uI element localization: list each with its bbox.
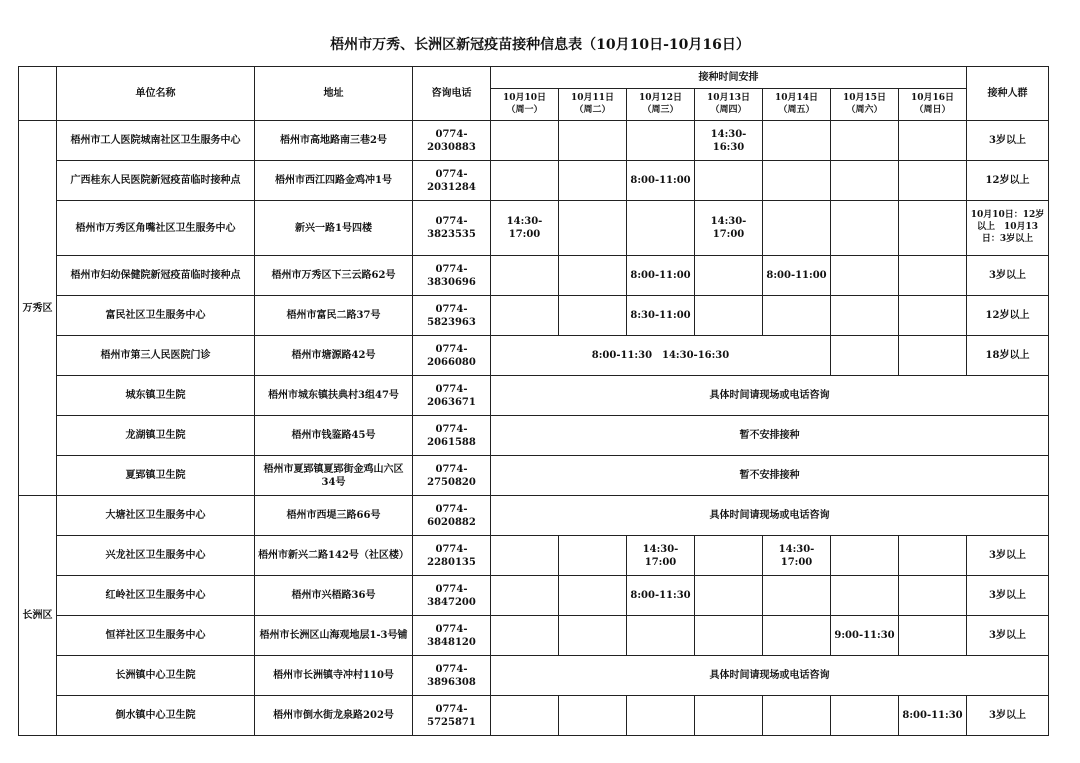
crowd-cell: 3岁以上: [967, 576, 1049, 616]
phone-cell: 0774-3823535: [413, 201, 491, 256]
day-header: 10月11日 （周二）: [559, 89, 627, 121]
time-cell: [831, 161, 899, 201]
time-cell: 14:30-16:30: [695, 121, 763, 161]
phone-cell: 0774-5823963: [413, 296, 491, 336]
phone-cell: 0774-5725871: [413, 696, 491, 736]
phone-cell: 0774-3847200: [413, 576, 491, 616]
time-cell: [899, 536, 967, 576]
time-cell: [491, 121, 559, 161]
phone-cell: 0774-2030883: [413, 121, 491, 161]
address-cell: 梧州市倒水街龙泉路202号: [255, 696, 413, 736]
crowd-header: 接种人群: [967, 67, 1049, 121]
table-row: [19, 161, 1049, 201]
unit-cell: 广西桂东人民医院新冠疫苗临时接种点: [57, 161, 255, 201]
unit-header: 单位名称: [57, 67, 255, 121]
day-header: 10月10日 （周一）: [491, 89, 559, 121]
time-cell: [559, 121, 627, 161]
time-cell: [899, 336, 967, 376]
time-cell: 14:30-17:00: [627, 536, 695, 576]
time-cell: [763, 296, 831, 336]
table-row: [19, 456, 1049, 496]
address-cell: 梧州市新兴二路142号（社区楼）: [255, 536, 413, 576]
table-row: [19, 416, 1049, 456]
time-cell: [695, 576, 763, 616]
crowd-cell: 3岁以上: [967, 696, 1049, 736]
time-cell: [831, 336, 899, 376]
note-cell: 暂不安排接种: [491, 416, 1049, 456]
phone-cell: 0774-2280135: [413, 536, 491, 576]
district-header: [19, 67, 57, 121]
time-cell: [695, 536, 763, 576]
time-cell: [491, 576, 559, 616]
phone-cell: 0774-2031284: [413, 161, 491, 201]
time-cell: 8:30-11:00: [627, 296, 695, 336]
district-cell: 万秀区: [19, 121, 57, 496]
address-header: 地址: [255, 67, 413, 121]
time-cell: [763, 696, 831, 736]
address-cell: 梧州市万秀区下三云路62号: [255, 256, 413, 296]
table-row: [19, 296, 1049, 336]
time-cell: [695, 296, 763, 336]
time-cell: 14:30-17:00: [763, 536, 831, 576]
unit-cell: 梧州市第三人民医院门诊: [57, 336, 255, 376]
unit-cell: 富民社区卫生服务中心: [57, 296, 255, 336]
time-cell: [695, 161, 763, 201]
phone-cell: 0774-3848120: [413, 616, 491, 656]
time-cell: [899, 161, 967, 201]
time-cell: [899, 576, 967, 616]
unit-cell: 倒水镇中心卫生院: [57, 696, 255, 736]
day-header: 10月13日 （周四）: [695, 89, 763, 121]
unit-cell: 兴龙社区卫生服务中心: [57, 536, 255, 576]
address-cell: 梧州市长洲镇寺冲村110号: [255, 656, 413, 696]
unit-cell: 夏郢镇卫生院: [57, 456, 255, 496]
address-cell: 梧州市塘源路42号: [255, 336, 413, 376]
time-cell: [559, 616, 627, 656]
phone-cell: 0774-2061588: [413, 416, 491, 456]
time-cell: [559, 576, 627, 616]
address-cell: 梧州市高地路南三巷2号: [255, 121, 413, 161]
time-cell: 8:00-11:00: [763, 256, 831, 296]
crowd-cell: 10月10日：12岁以上 10月13日：3岁以上: [967, 201, 1049, 256]
time-cell: [831, 296, 899, 336]
time-cell: [627, 616, 695, 656]
time-cell: 8:00-11:30: [899, 696, 967, 736]
time-cell: [559, 296, 627, 336]
time-cell: [559, 536, 627, 576]
unit-cell: 梧州市妇幼保健院新冠疫苗临时接种点: [57, 256, 255, 296]
time-cell: [831, 536, 899, 576]
time-cell: [899, 256, 967, 296]
day-header: 10月16日 （周日）: [899, 89, 967, 121]
note-cell: 具体时间请现场或电话咨询: [491, 376, 1049, 416]
unit-cell: 红岭社区卫生服务中心: [57, 576, 255, 616]
merged-time-cell: 8:00-11:30 14:30-16:30: [491, 336, 831, 376]
address-cell: 梧州市城东镇扶典村3组47号: [255, 376, 413, 416]
address-cell: 新兴一路1号四楼: [255, 201, 413, 256]
time-cell: [695, 696, 763, 736]
time-cell: [831, 121, 899, 161]
address-cell: 梧州市西堤三路66号: [255, 496, 413, 536]
time-cell: [491, 296, 559, 336]
unit-cell: 恒祥社区卫生服务中心: [57, 616, 255, 656]
note-cell: 具体时间请现场或电话咨询: [491, 496, 1049, 536]
time-cell: [763, 161, 831, 201]
time-cell: [559, 161, 627, 201]
crowd-cell: 18岁以上: [967, 336, 1049, 376]
time-cell: [899, 296, 967, 336]
table-row: [19, 696, 1049, 736]
time-cell: [491, 696, 559, 736]
note-cell: 暂不安排接种: [491, 456, 1049, 496]
page-title: 梧州市万秀、长洲区新冠疫苗接种信息表（10月10日-10月16日）: [330, 37, 750, 53]
phone-cell: 0774-6020882: [413, 496, 491, 536]
address-cell: 梧州市富民二路37号: [255, 296, 413, 336]
table-row: [19, 121, 1049, 161]
address-cell: 梧州市西江四路金鸡冲1号: [255, 161, 413, 201]
time-cell: [627, 121, 695, 161]
time-cell: [695, 616, 763, 656]
time-cell: 9:00-11:30: [831, 616, 899, 656]
table-row: [19, 616, 1049, 656]
time-cell: [763, 201, 831, 256]
district-cell: 长洲区: [19, 496, 57, 736]
address-cell: 梧州市夏郢镇夏郢街金鸡山六区34号: [255, 456, 413, 496]
time-cell: 8:00-11:00: [627, 256, 695, 296]
table-row: [19, 336, 1049, 376]
phone-cell: 0774-2750820: [413, 456, 491, 496]
time-cell: [899, 121, 967, 161]
unit-cell: 大塘社区卫生服务中心: [57, 496, 255, 536]
table-row: [19, 496, 1049, 536]
header-row-1: [19, 67, 1049, 89]
time-cell: [899, 201, 967, 256]
time-cell: [491, 536, 559, 576]
address-cell: 梧州市钱鉴路45号: [255, 416, 413, 456]
table-row: [19, 656, 1049, 696]
table-row: [19, 536, 1049, 576]
time-cell: [831, 256, 899, 296]
time-cell: [559, 256, 627, 296]
time-cell: [627, 201, 695, 256]
time-cell: [831, 201, 899, 256]
phone-cell: 0774-3896308: [413, 656, 491, 696]
address-cell: 梧州市长洲区山海观地层1-3号铺: [255, 616, 413, 656]
day-header: 10月15日 （周六）: [831, 89, 899, 121]
time-cell: [763, 616, 831, 656]
time-cell: [559, 696, 627, 736]
unit-cell: 梧州市万秀区角嘴社区卫生服务中心: [57, 201, 255, 256]
unit-cell: 长洲镇中心卫生院: [57, 656, 255, 696]
time-cell: [559, 201, 627, 256]
unit-cell: 龙湖镇卫生院: [57, 416, 255, 456]
crowd-cell: 3岁以上: [967, 616, 1049, 656]
crowd-cell: 3岁以上: [967, 121, 1049, 161]
time-cell: [831, 696, 899, 736]
time-cell: 8:00-11:30: [627, 576, 695, 616]
table-row: [19, 201, 1049, 256]
time-cell: [763, 576, 831, 616]
crowd-cell: 12岁以上: [967, 296, 1049, 336]
day-header: 10月14日 （周五）: [763, 89, 831, 121]
crowd-cell: 12岁以上: [967, 161, 1049, 201]
phone-cell: 0774-2063671: [413, 376, 491, 416]
day-header: 10月12日 （周三）: [627, 89, 695, 121]
table-row: [19, 376, 1049, 416]
time-cell: [491, 616, 559, 656]
time-cell: 8:00-11:00: [627, 161, 695, 201]
time-cell: [763, 121, 831, 161]
unit-cell: 城东镇卫生院: [57, 376, 255, 416]
address-cell: 梧州市兴梧路36号: [255, 576, 413, 616]
phone-header: 咨询电话: [413, 67, 491, 121]
time-cell: [831, 576, 899, 616]
time-cell: 14:30-17:00: [491, 201, 559, 256]
time-cell: [491, 256, 559, 296]
time-cell: 14:30-17:00: [695, 201, 763, 256]
time-cell: [491, 161, 559, 201]
crowd-cell: 3岁以上: [967, 536, 1049, 576]
time-cell: [695, 256, 763, 296]
time-cell: [627, 696, 695, 736]
phone-cell: 0774-2066080: [413, 336, 491, 376]
phone-cell: 0774-3830696: [413, 256, 491, 296]
schedule-header: 接种时间安排: [491, 67, 967, 89]
crowd-cell: 3岁以上: [967, 256, 1049, 296]
time-cell: [899, 616, 967, 656]
vaccination-schedule-table: [18, 66, 1049, 736]
table-row: [19, 576, 1049, 616]
note-cell: 具体时间请现场或电话咨询: [491, 656, 1049, 696]
unit-cell: 梧州市工人医院城南社区卫生服务中心: [57, 121, 255, 161]
table-row: [19, 256, 1049, 296]
